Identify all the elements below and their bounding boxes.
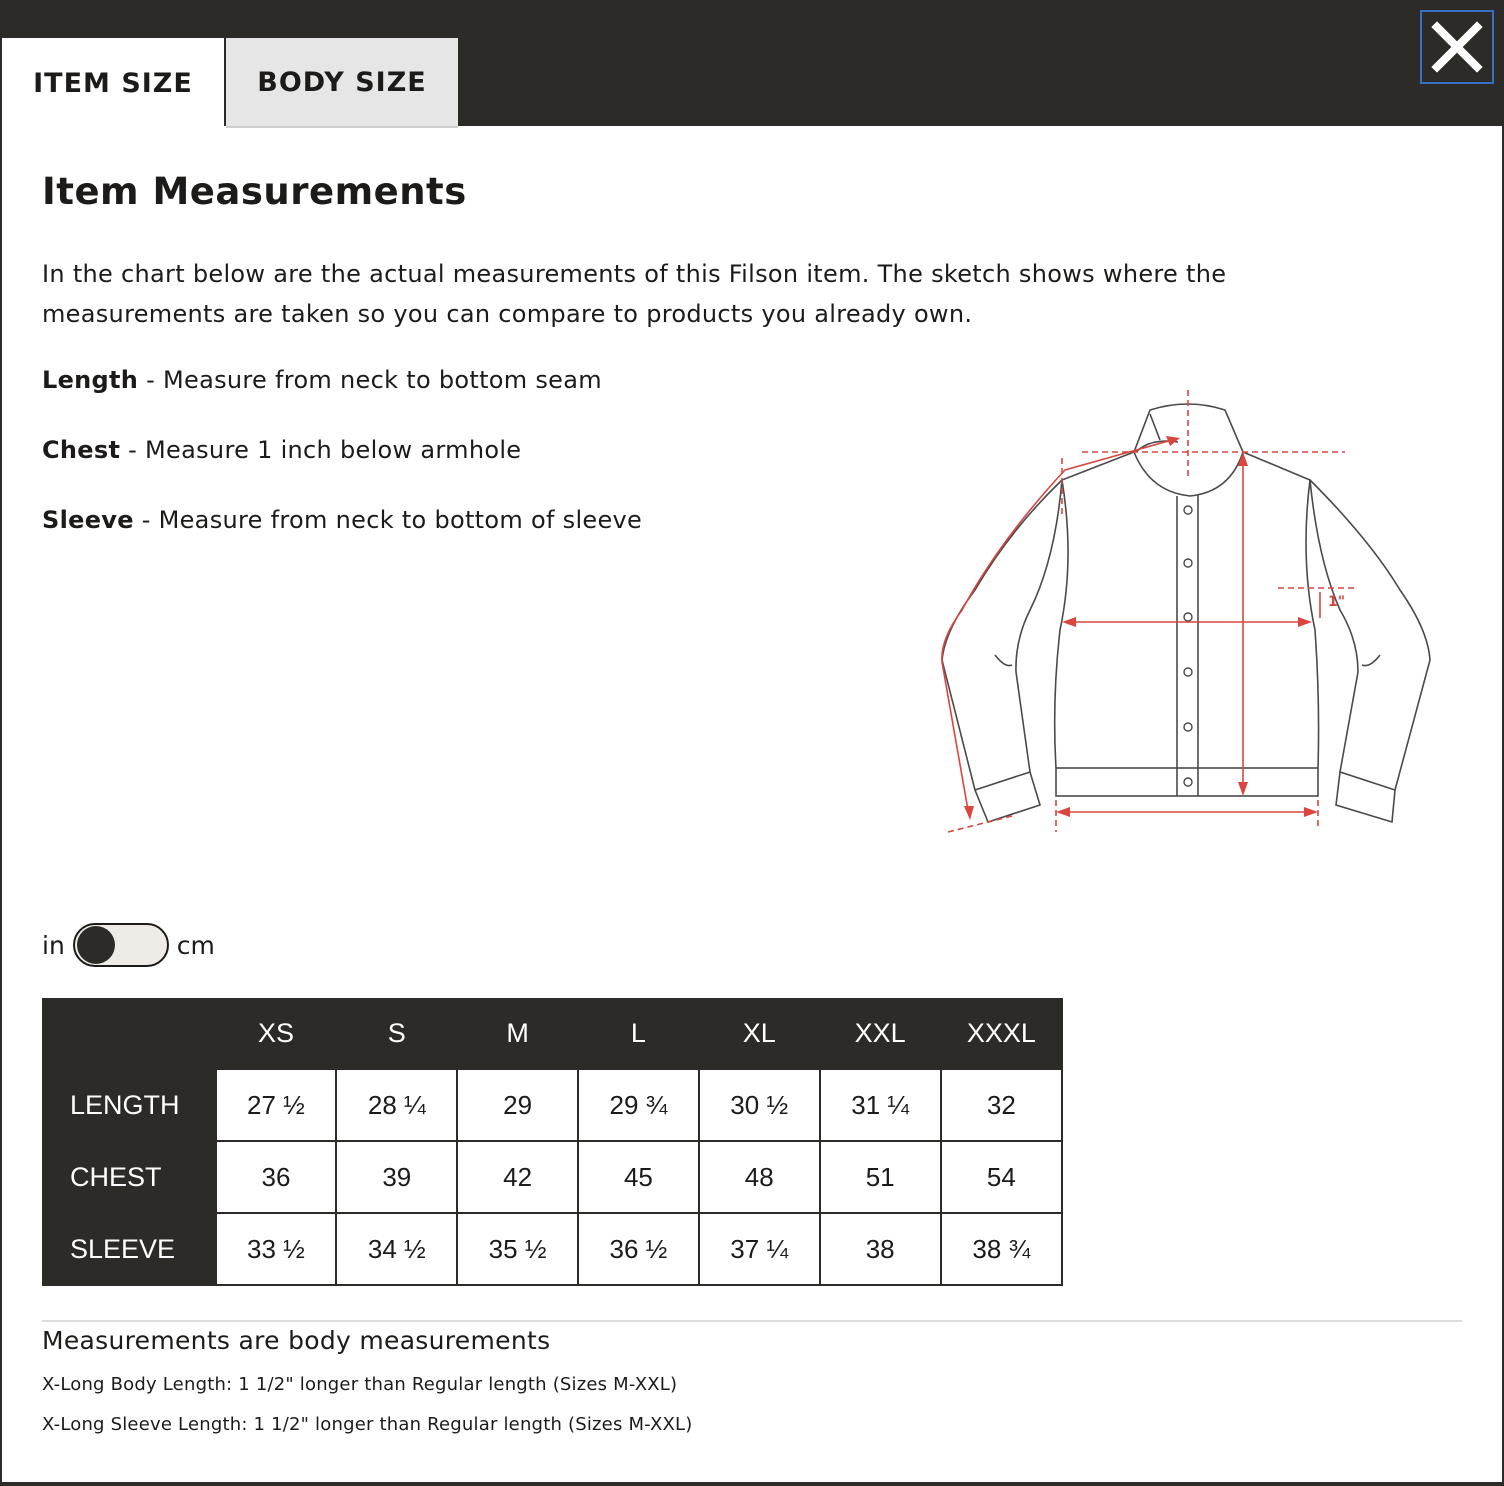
unit-switch xyxy=(42,920,215,970)
unit-label-cm: cm xyxy=(176,930,215,960)
page-title: Item Measurements xyxy=(42,170,467,213)
note-xlong-body: X-Long Body Length: 1 1/2" longer than Regular length (Sizes M-XXL) xyxy=(42,1374,678,1395)
close-button[interactable] xyxy=(1420,10,1494,84)
unit-label-in: in xyxy=(42,930,65,960)
definition-sleeve xyxy=(42,506,642,534)
table-cell: 38 ¾ xyxy=(941,1213,1062,1285)
table-cell: 39 xyxy=(336,1141,457,1213)
table-cell: 31 ¼ xyxy=(820,1069,941,1141)
table-cell: 54 xyxy=(941,1141,1062,1213)
definition-text: - Measure from neck to bottom of sleeve xyxy=(133,506,643,534)
table-cell: 34 ½ xyxy=(336,1213,457,1285)
intro-text: In the chart below are the actual measurements of this Filson item. The sketch shows where the measurements are taken so you can compare to products you already own. xyxy=(42,260,1227,328)
definition-text: - Measure from neck to bottom seam xyxy=(138,366,602,394)
table-row xyxy=(42,1069,1062,1141)
sketch-label-one-inch: 1" xyxy=(1328,594,1346,610)
table-cell: 37 ¼ xyxy=(699,1213,820,1285)
notes-title: Measurements are body measurements xyxy=(42,1326,551,1355)
definition-term: Length xyxy=(42,366,139,394)
table-cell: 28 ¼ xyxy=(336,1069,457,1141)
table-cell: 29 ¾ xyxy=(578,1069,699,1141)
modal-edge xyxy=(0,126,2,176)
row-label: LENGTH xyxy=(42,1069,216,1141)
table-corner xyxy=(42,998,216,1069)
notes-divider xyxy=(42,1320,1462,1322)
row-label: SLEEVE xyxy=(42,1213,216,1285)
size-header: XXL xyxy=(854,1017,906,1048)
table-cell: 36 ½ xyxy=(578,1213,699,1285)
size-header: M xyxy=(506,1017,529,1048)
tab-item-size[interactable]: ITEM SIZE xyxy=(2,38,224,128)
table-cell: 33 ½ xyxy=(216,1213,337,1285)
table-row xyxy=(42,1213,1062,1285)
table-cell: 36 xyxy=(216,1141,337,1213)
tab-body-size[interactable]: BODY SIZE xyxy=(226,38,458,128)
table-cell: 38 xyxy=(820,1213,941,1285)
unit-toggle[interactable] xyxy=(73,923,169,967)
table-cell: 51 xyxy=(820,1141,941,1213)
table-cell: 48 xyxy=(699,1141,820,1213)
close-icon xyxy=(1431,21,1483,73)
table-cell: 30 ½ xyxy=(699,1069,820,1141)
note-xlong-sleeve: X-Long Sleeve Length: 1 1/2" longer than Regular length (Sizes M-XXL) xyxy=(42,1414,693,1435)
size-tabs xyxy=(2,38,462,128)
table-cell: 27 ½ xyxy=(216,1069,337,1141)
table-cell: 32 xyxy=(941,1069,1062,1141)
size-header: L xyxy=(630,1017,646,1048)
table-header-row xyxy=(42,998,1062,1069)
jacket-measurement-sketch xyxy=(930,388,1440,838)
definition-text: - Measure 1 inch below armhole xyxy=(120,436,522,464)
table-cell: 29 xyxy=(457,1069,578,1141)
definition-term: Sleeve xyxy=(42,506,134,534)
definition-term: Chest xyxy=(42,436,121,464)
definition-length xyxy=(42,366,602,394)
size-chart-table xyxy=(42,998,1063,1286)
table-cell: 35 ½ xyxy=(457,1213,578,1285)
table-row xyxy=(42,1141,1062,1213)
toggle-knob xyxy=(77,926,115,964)
row-label: CHEST xyxy=(42,1141,216,1213)
table-cell: 42 xyxy=(457,1141,578,1213)
size-header: S xyxy=(387,1017,406,1048)
size-header: XL xyxy=(742,1017,776,1048)
size-header: XS xyxy=(257,1017,294,1048)
size-header: XXXL xyxy=(966,1017,1036,1048)
definition-chest xyxy=(42,436,521,464)
table-cell: 45 xyxy=(578,1141,699,1213)
